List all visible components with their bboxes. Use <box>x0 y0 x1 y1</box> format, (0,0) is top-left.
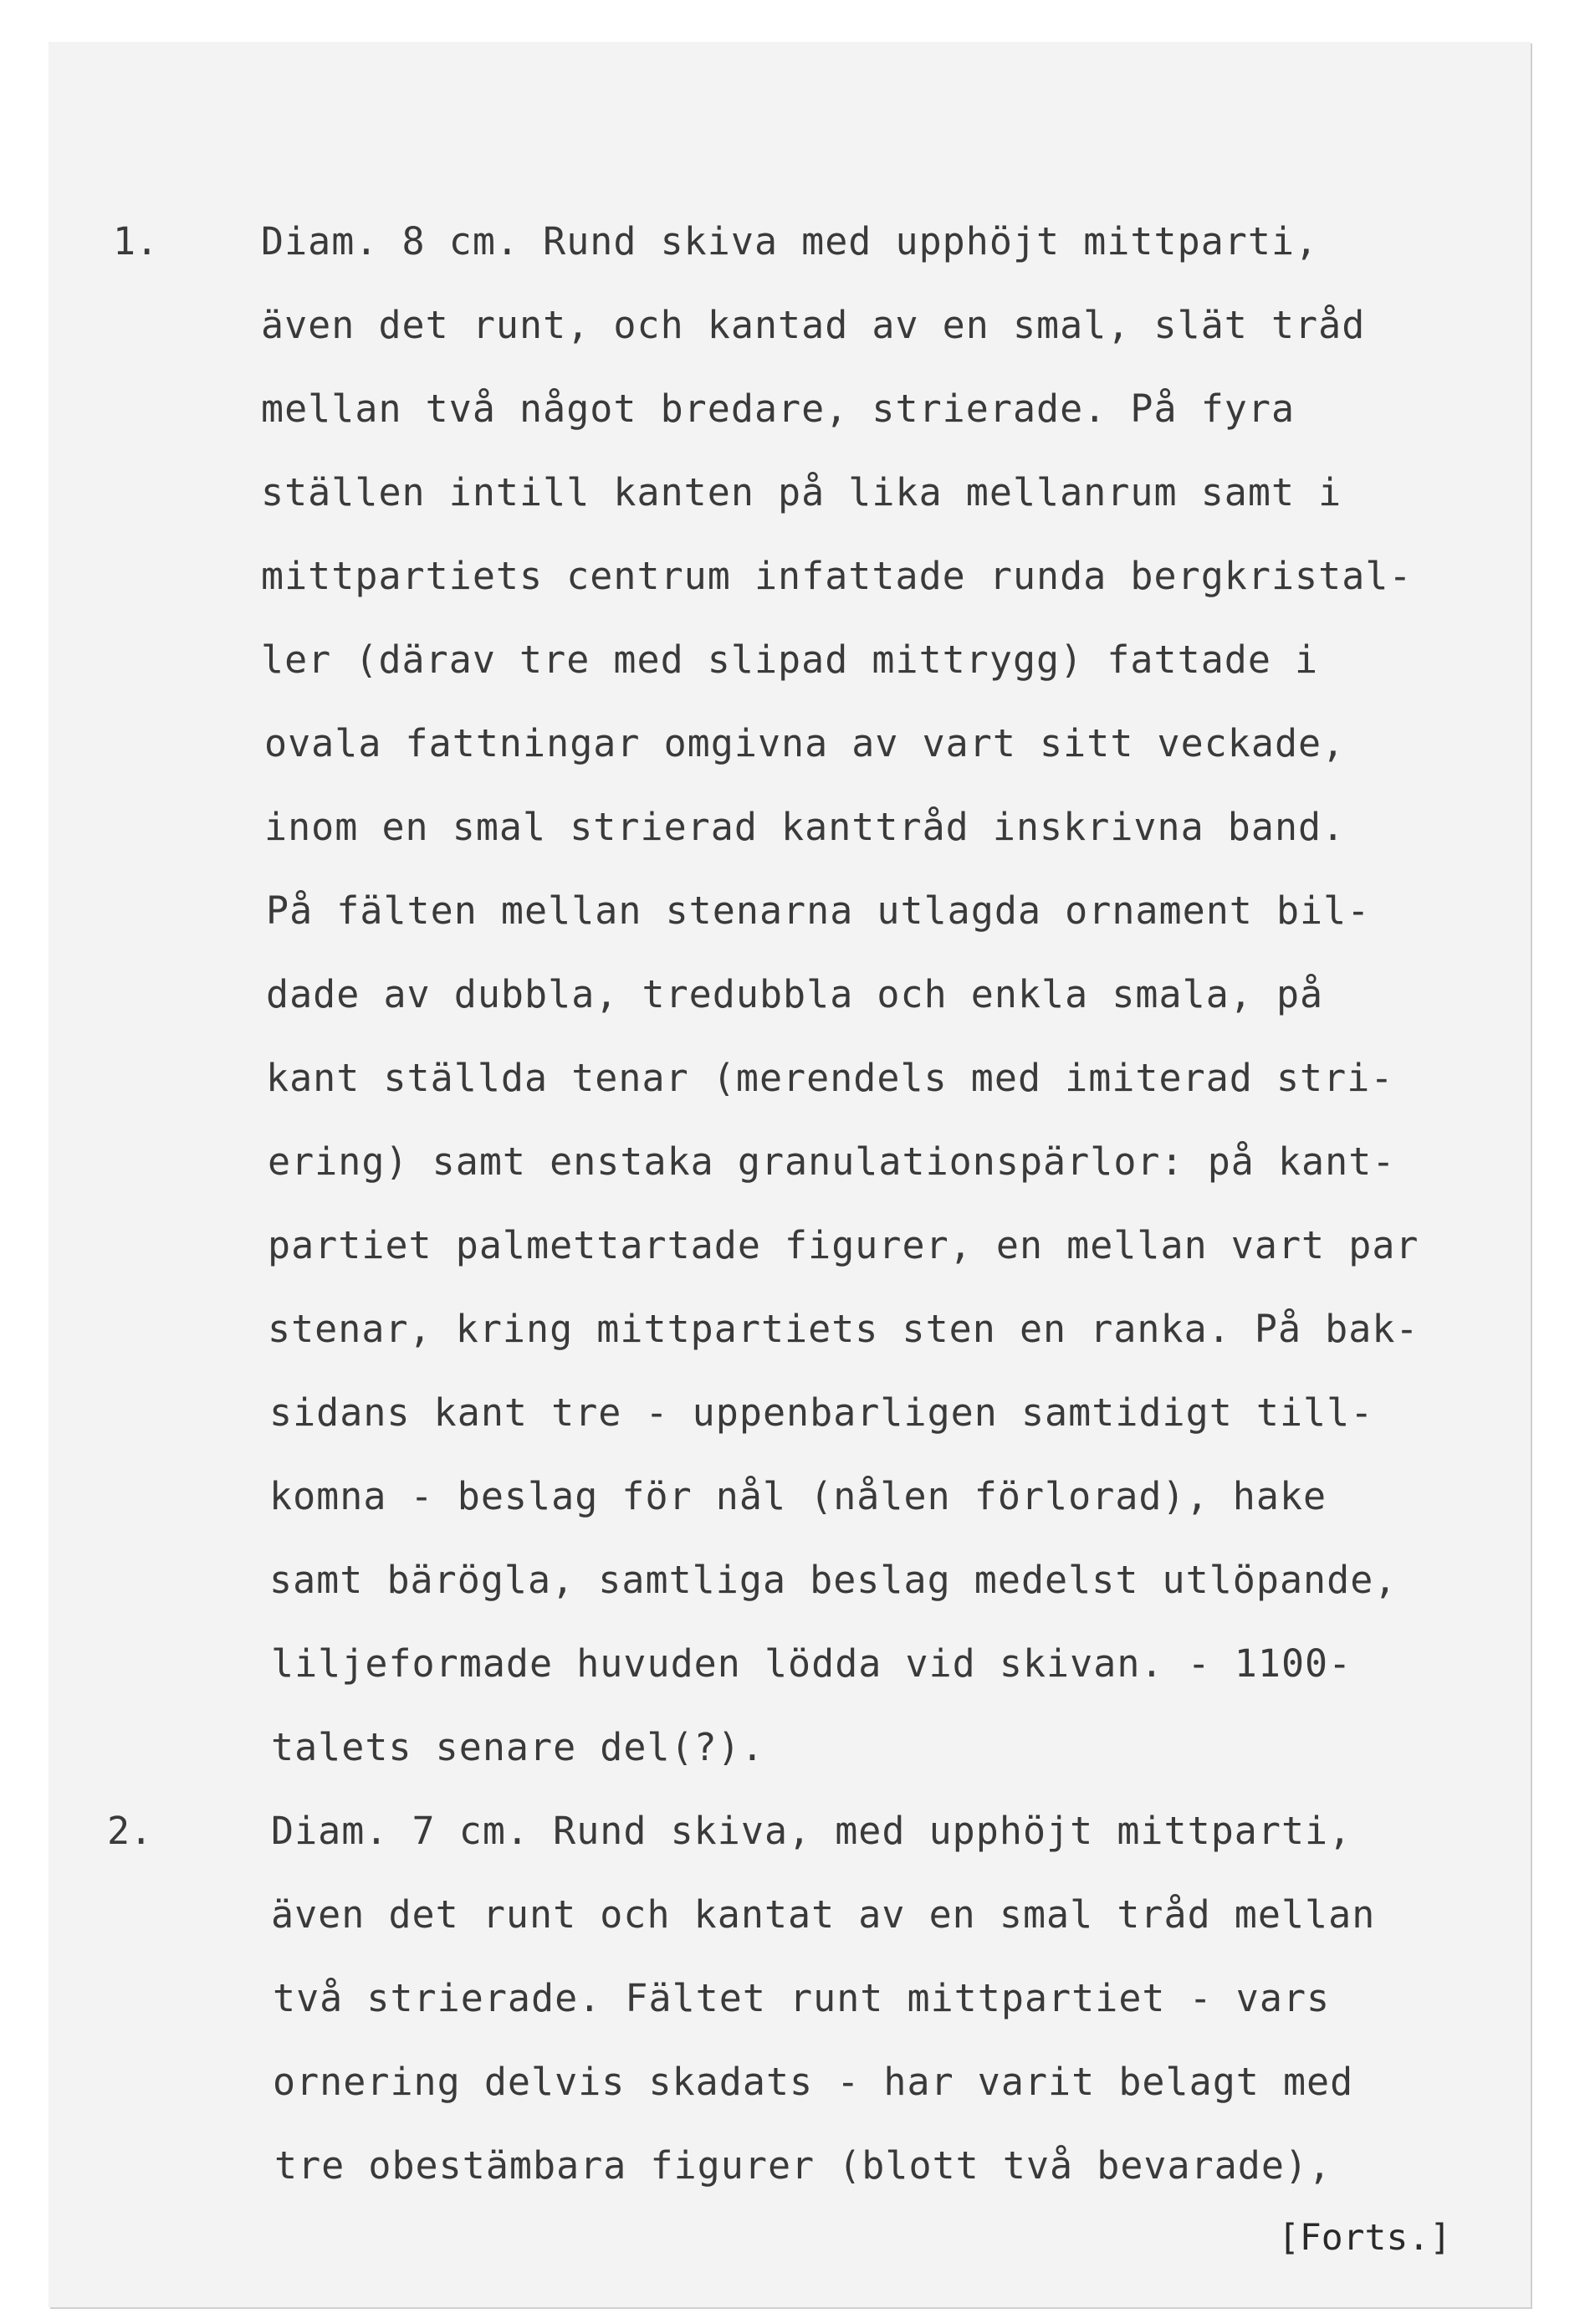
text-line: liljeformade huvuden lödda vid skivan. - 1100- <box>271 1641 1352 1686</box>
text-line: kant ställda tenar (merendels med imiterad stri- <box>266 1056 1394 1100</box>
text-line: även det runt och kantat av en smal tråd mellan <box>271 1892 1376 1937</box>
text-line: ovala fattningar omgivna av vart sitt veckade, <box>264 721 1346 765</box>
text-line: ering) samt enstaka granulationspärlor: på kant- <box>268 1139 1396 1184</box>
text-line: dade av dubbla, tredubbla och enkla smala, på <box>266 972 1324 1016</box>
text-line: På fälten mellan stenarna utlagda ornament bil- <box>266 888 1371 933</box>
text-line: mellan två något bredare, strierade. På fyra <box>261 386 1296 431</box>
continuation-marker: [Forts.] <box>1278 2217 1452 2259</box>
text-line: ställen intill kanten på lika mellanrum samt i <box>261 470 1342 514</box>
text-line: ornering delvis skadats - har varit belagt med <box>273 2060 1354 2104</box>
text-line: även det runt, och kantad av en smal, slät tråd <box>261 303 1366 347</box>
text-line: inom en smal strierad kanttråd inskrivna band. <box>264 805 1346 849</box>
text-line: ler (därav tre med slipad mittrygg) fattade i <box>261 637 1319 682</box>
text-line: partiet palmettartade figurer, en mellan vart par <box>268 1223 1419 1267</box>
text-line: sidans kant tre - uppenbarligen samtidigt till- <box>269 1390 1374 1435</box>
text-line: Diam. 7 cm. Rund skiva, med upphöjt mittparti, <box>271 1809 1352 1853</box>
entry-number: 1. <box>113 219 159 264</box>
text-line: mittpartiets centrum infattade runda bergkristal- <box>261 554 1413 598</box>
text-line: två strierade. Fältet runt mittpartiet - vars <box>273 1976 1331 2020</box>
text-line: samt bärögla, samtliga beslag medelst utlöpande, <box>269 1558 1398 1602</box>
text-line: tre obestämbara figurer (blott två bevarade), <box>274 2143 1332 2188</box>
text-line: stenar, kring mittpartiets sten en ranka. På bak- <box>268 1307 1419 1351</box>
text-line: Diam. 8 cm. Rund skiva med upphöjt mittparti, <box>261 219 1319 264</box>
text-line: komna - beslag för nål (nålen förlorad), hake <box>269 1474 1327 1518</box>
document-page <box>49 42 1531 2307</box>
text-line: talets senare del(?). <box>271 1725 764 1769</box>
entry-number: 2. <box>107 1809 153 1853</box>
